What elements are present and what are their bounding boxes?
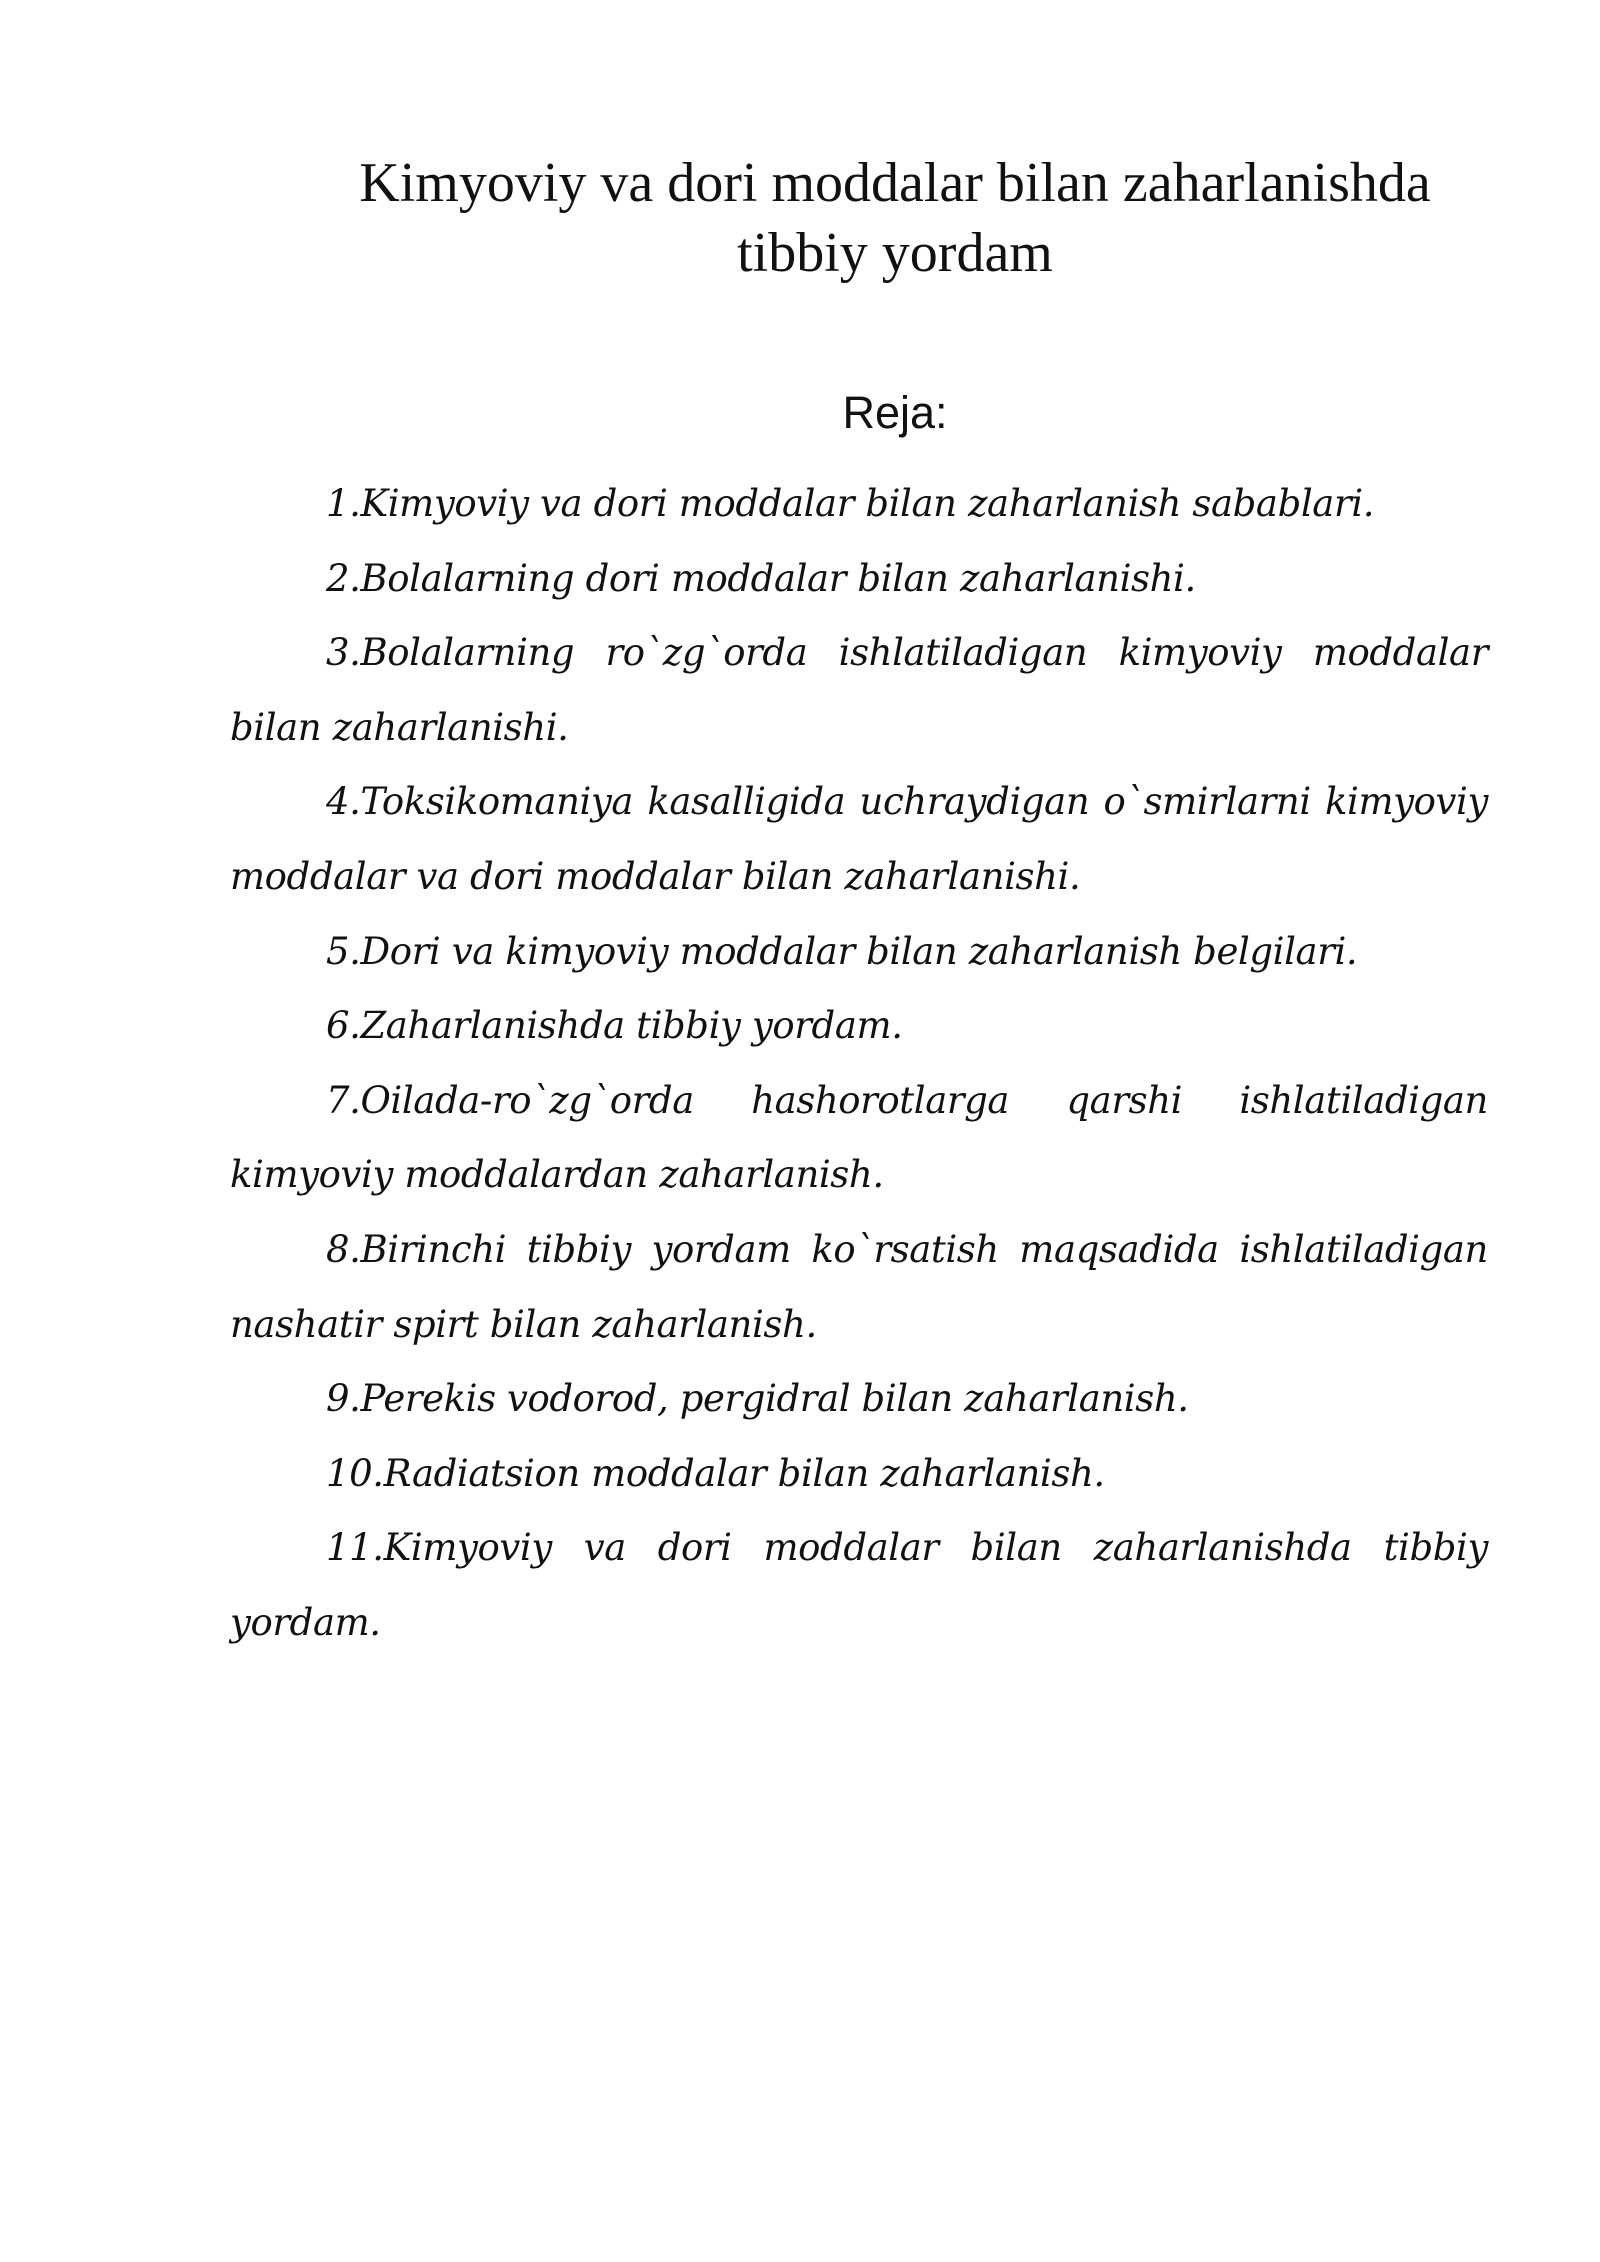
- plan-item: 7.Oilada-ro`zg`orda hashorotlarga qarshi ishlatiladigan kimyoviy moddalardan zaharlanish.: [230, 1078, 1488, 1197]
- title-line-1: Kimyoviy va dori moddalar bilan zaharlanishda: [359, 152, 1431, 214]
- plan-list: [230, 467, 1488, 1661]
- document-title: [230, 148, 1560, 288]
- plan-item: 1.Kimyoviy va dori moddalar bilan zaharlanish sabablari.: [326, 482, 1375, 525]
- plan-item: 6.Zaharlanishda tibbiy yordam.: [326, 1004, 903, 1048]
- plan-item: 9.Perekis vodorod, pergidral bilan zaharlanish.: [326, 1377, 1189, 1421]
- plan-item: 2.Bolalarning dori moddalar bilan zaharlanishi.: [326, 556, 1196, 600]
- plan-heading: Reja:: [842, 387, 948, 438]
- plan-item: 11.Kimyoviy va dori moddalar bilan zaharlanishda tibbiy yordam.: [230, 1526, 1488, 1644]
- plan-item: 5.Dori va kimyoviy moddalar bilan zaharlanish belgilari.: [326, 929, 1358, 973]
- plan-item: 4.Toksikomaniya kasalligida uchraydigan o`smirlarni kimyoviy moddalar va dori moddalar bilan zaharlanishi.: [230, 780, 1488, 898]
- plan-item: 3.Bolalarning ro`zg`orda ishlatiladigan kimyoviy moddalar bilan zaharlanishi.: [230, 631, 1488, 749]
- title-line-2: tibbiy yordam: [737, 222, 1053, 284]
- plan-item: 10.Radiatsion moddalar bilan zaharlanish.: [326, 1451, 1105, 1495]
- plan-item: 8.Birinchi tibbiy yordam ko`rsatish maqsadida ishlatiladigan nashatir spirt bilan zaharlanish.: [230, 1227, 1488, 1346]
